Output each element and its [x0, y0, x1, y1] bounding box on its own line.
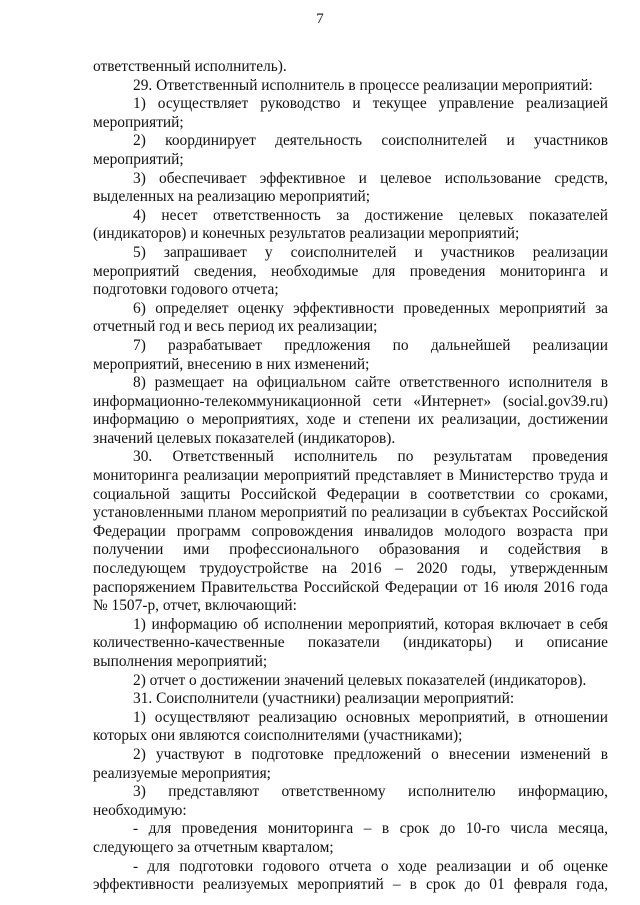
paragraph: 2) координирует деятельность соисполнителей и участников мероприятий; [93, 132, 608, 168]
paragraph: ответственный исполнитель). [93, 58, 287, 75]
paragraph: 31. Соисполнители (участники) реализации мероприятий: [133, 690, 515, 708]
paragraph: 1) осуществляют реализацию основных мероприятий, в отношении которых они являются соисполнителями (участниками); [93, 708, 608, 745]
paragraph: 7) разрабатывает предложения по дальнейшей реализации мероприятий, внесению в них изменений; [93, 336, 608, 373]
paragraph: 3) представляют ответственному исполнителю информацию, необходимую: [93, 783, 608, 819]
paragraph: - для проведения мониторинга – в срок до 10-го числа месяца, следующего за отчетным кварталом; [93, 820, 608, 856]
paragraph: 5) запрашивает у соисполнителей и участников реализации мероприятий сведения, необходимые для проведения мониторинга и подготовки годового отчета; [93, 243, 608, 299]
paragraph: 29. Ответственный исполнитель в процессе реализации мероприятий: [133, 76, 593, 94]
page-number: 7 [316, 11, 324, 27]
paragraph: 1) осуществляет руководство и текущее управление реализацией мероприятий; [93, 95, 608, 131]
paragraph: 2) отчет о достижении значений целевых показателей (индикаторов). [133, 671, 587, 689]
document-body [93, 58, 608, 895]
paragraph: 4) несет ответственность за достижение целевых показателей (индикаторов) и конечных результатов реализации мероприятий; [93, 206, 608, 243]
paragraph: - для подготовки годового отчета о ходе реализации и об оценке эффективности реализуемых мероприятий – в срок до 01 февраля года, [93, 857, 608, 894]
paragraph: 8) размещает на официальном сайте ответственного исполнителя в информационно-телекоммуникационной сети «Интернет» (social.gov39.ru) информацию о мероприятиях, ходе и степени их реализации, достижении значений целевых показателей (индикаторов). [93, 374, 608, 447]
paragraph: 1) информацию об исполнении мероприятий, которая включает в себя количественно-качественные показатели (индикаторы) и описание выполнения мероприятий; [93, 615, 608, 670]
paragraph: 3) обеспечивает эффективное и целевое использование средств, выделенных на реализацию мероприятий; [93, 169, 608, 206]
paragraph: 2) участвуют в подготовке предложений о внесении изменений в реализуемые мероприятия; [93, 745, 608, 782]
paragraph: 30. Ответственный исполнитель по результатам проведения мониторинга реализации мероприятий представляет в Министерство труда и социальной защиты Российской Федерации в соответствии со сроками, установленными планом мероприятий по реализации в субъектах Российской Федерации программ сопровождения инвалидов молодого возраста при получении ими профессионального образования и содействия в последующем трудоустройстве на 2016 – 2020 годы, утвержденным распоряжением Правительства Российской Федерации от 16 июля 2016 года № 1507-р, отчет, включающий: [93, 448, 608, 615]
paragraph: 6) определяет оценку эффективности проведенных мероприятий за отчетный год и весь период их реализации; [93, 299, 608, 336]
